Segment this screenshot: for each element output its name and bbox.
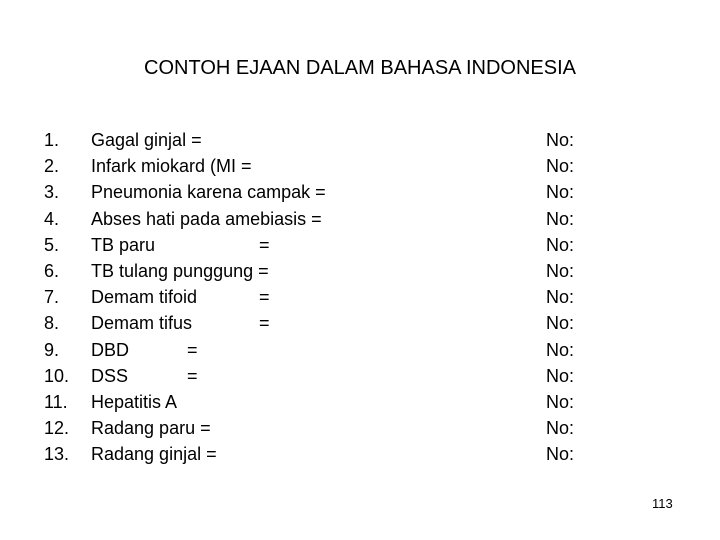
list-item — [44, 206, 604, 232]
item-term: TB tulang punggung = — [91, 260, 269, 281]
item-number: 8. — [44, 313, 60, 334]
item-number: 5. — [44, 234, 60, 255]
item-answer-label: No: — [546, 287, 575, 308]
item-number: 4. — [44, 208, 60, 229]
item-number: 2. — [44, 156, 60, 177]
item-answer-label: No: — [546, 365, 575, 386]
item-number: 6. — [44, 260, 60, 281]
equals-sign: = — [259, 313, 270, 334]
item-term: Demam tifus — [91, 313, 193, 334]
item-term: Radang paru = — [91, 418, 211, 439]
item-answer-label: No: — [546, 418, 575, 439]
item-term: DBD — [91, 339, 130, 360]
equals-sign: = — [259, 287, 270, 308]
item-term: DSS — [91, 365, 129, 386]
item-answer-label: No: — [546, 260, 575, 281]
item-term: Demam tifoid — [91, 287, 198, 308]
page-title: CONTOH EJAAN DALAM BAHASA INDONESIA — [144, 57, 576, 79]
list-item — [44, 337, 604, 363]
list-item — [44, 389, 604, 415]
list-item — [44, 258, 604, 284]
equals-sign: = — [187, 365, 198, 386]
item-term: TB paru — [91, 234, 156, 255]
item-number: 10. — [44, 365, 70, 386]
equals-sign: = — [187, 339, 198, 360]
item-answer-label: No: — [546, 234, 575, 255]
spelling-list — [44, 127, 604, 467]
list-item — [44, 441, 604, 467]
item-term: Pneumonia karena campak = — [91, 182, 326, 203]
item-term: Abses hati pada amebiasis = — [91, 208, 322, 229]
item-number: 1. — [44, 130, 60, 150]
item-answer-label: No: — [546, 208, 575, 229]
item-number: 12. — [44, 418, 70, 439]
item-answer-label: No: — [546, 444, 575, 465]
item-number: 3. — [44, 182, 60, 203]
item-number: 7. — [44, 287, 60, 308]
page-number: 113 — [652, 496, 673, 511]
list-item — [44, 363, 604, 389]
item-answer-label: No: — [546, 130, 575, 150]
list-item — [44, 415, 604, 441]
item-number: 11. — [44, 391, 68, 412]
item-term: Gagal ginjal = — [91, 130, 202, 150]
item-answer-label: No: — [546, 339, 575, 360]
list-item — [44, 127, 604, 153]
list-item — [44, 179, 604, 205]
item-term: Radang ginjal = — [91, 444, 217, 465]
list-item — [44, 284, 604, 310]
item-answer-label: No: — [546, 182, 575, 203]
item-term: Infark miokard (MI = — [91, 156, 252, 177]
item-number: 9. — [44, 339, 60, 360]
item-answer-label: No: — [546, 313, 575, 334]
item-answer-label: No: — [546, 156, 575, 177]
item-term: Hepatitis A — [91, 391, 178, 412]
list-item — [44, 232, 604, 258]
list-item — [44, 153, 604, 179]
item-number: 13. — [44, 444, 70, 465]
list-item — [44, 310, 604, 336]
item-answer-label: No: — [546, 391, 575, 412]
equals-sign: = — [259, 234, 270, 255]
